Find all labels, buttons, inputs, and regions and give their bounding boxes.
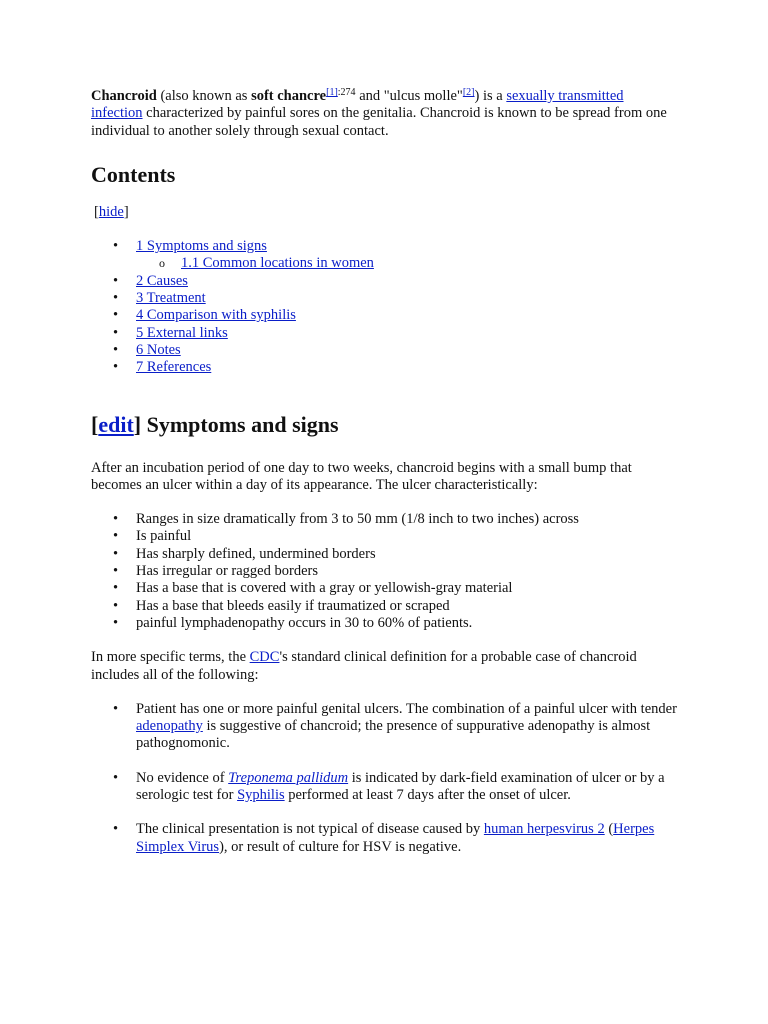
criteria-item — [91, 770, 681, 805]
toc-link-symptoms[interactable]: 1 Symptoms and signs — [136, 238, 267, 255]
toc-list — [91, 238, 691, 376]
toc-toggle — [91, 204, 691, 221]
toc-item — [91, 342, 691, 359]
toggle-bracket: [ — [94, 203, 99, 220]
edit-bracket: ] — [133, 411, 142, 437]
item-text: performed at least 7 days after the onset of ulcer. — [284, 787, 571, 804]
hhv2-link[interactable]: human herpesvirus 2 — [483, 821, 605, 838]
list-item: • Has irregular or ragged borders — [91, 563, 691, 580]
sti-link[interactable]: sexually transmitted infection — [91, 88, 624, 122]
cdc-paragraph — [91, 649, 671, 684]
toc-item — [91, 238, 691, 255]
ref-2 — [463, 87, 475, 98]
para-text: In more specific terms, the — [91, 649, 250, 666]
criteria-list — [91, 701, 681, 856]
ulcer-traits-list — [91, 511, 691, 632]
intro-text: ) is a — [474, 88, 507, 104]
toc-item — [91, 325, 691, 342]
toc-item — [91, 273, 691, 290]
list-item: • Has a base that bleeds easily if traumatized or scraped — [91, 598, 691, 615]
toc-link-references[interactable]: 7 References — [136, 359, 212, 376]
adenopathy-link[interactable]: adenopathy — [136, 718, 203, 735]
alt-name-bold: soft chancre — [251, 88, 327, 104]
list-item: • Has sharply defined, undermined borders — [91, 546, 691, 563]
toc-link-comparison[interactable]: 4 Comparison with syphilis — [136, 307, 296, 324]
item-text: No evidence of — [136, 769, 229, 786]
toc-link-causes[interactable]: 2 Causes — [136, 272, 188, 289]
intro-text: (also known as — [156, 88, 252, 104]
edit-link[interactable]: edit — [98, 411, 134, 437]
criteria-item — [91, 701, 681, 753]
ref-1-link[interactable]: [1] — [326, 87, 338, 98]
item-text: Patient has one or more painful genital ulcers. The combination of a painful ulcer with tender — [136, 700, 677, 717]
ref-2-link[interactable]: [2] — [462, 87, 475, 98]
toc-item — [91, 307, 691, 324]
list-item: • Has a base that is covered with a gray or yellowish-gray material — [91, 580, 691, 597]
item-text: The clinical presentation is not typical of disease caused by — [136, 821, 484, 838]
list-item: • Ranges in size dramatically from 3 to 50 mm (1/8 inch to two inches) across — [91, 511, 691, 528]
edit-bracket: [ — [91, 411, 99, 437]
criteria-item — [91, 821, 681, 856]
toc-hide-link[interactable]: hide — [98, 203, 124, 220]
hsv-link[interactable]: Herpes Simplex Virus — [136, 821, 655, 855]
contents-heading: Contents — [91, 161, 176, 187]
toc-item — [91, 255, 691, 272]
ref-1-page: :274 — [337, 87, 356, 98]
item-text: is indicated by dark-field examination of ulcer or by a serologic test for — [136, 769, 665, 804]
toc-link-common-locations[interactable]: 1.1 Common locations in women — [181, 255, 374, 272]
treponema-italic: Treponema pallidum — [228, 769, 349, 786]
intro-paragraph — [91, 88, 671, 140]
toc-item — [91, 290, 691, 307]
item-text: ( — [604, 821, 614, 838]
section-heading — [91, 412, 691, 438]
symptoms-paragraph: After an incubation period of one day to two weeks, chancroid begins with a small bump that becomes an ulcer within a day of its appearance. The ulcer characteristically: — [91, 459, 632, 493]
intro-text: and "ulcus molle" — [355, 88, 463, 104]
toc-item — [91, 359, 691, 376]
item-text: is suggestive of chancroid; the presence of suppurative adenopathy is almost pathognomonic. — [136, 718, 651, 752]
toc-link-notes[interactable]: 6 Notes — [136, 341, 181, 358]
list-item: • Is painful — [91, 528, 691, 545]
para-text: 's standard clinical definition for a probable case of chancroid includes all of the following: — [91, 649, 637, 683]
article-body — [91, 88, 691, 873]
cdc-link[interactable]: CDC — [249, 649, 280, 666]
toc-link-treatment[interactable]: 3 Treatment — [136, 290, 206, 307]
term-bold: Chancroid — [91, 88, 157, 104]
treponema-link[interactable] — [228, 770, 348, 786]
list-item: • painful lymphadenopathy occurs in 30 to 60% of patients. — [91, 615, 691, 632]
ref-1 — [326, 87, 355, 98]
toc-link-external[interactable]: 5 External links — [136, 324, 228, 341]
toggle-bracket: ] — [123, 203, 129, 220]
intro-text: characterized by painful sores on the genitalia. Chancroid is known to be spread from one individual to another solely through sexual contact. — [91, 105, 667, 139]
section-title-text: Symptoms and signs — [141, 411, 339, 437]
syphilis-link[interactable]: Syphilis — [237, 787, 285, 804]
item-text: ), or result of culture for HSV is negative. — [219, 838, 462, 855]
